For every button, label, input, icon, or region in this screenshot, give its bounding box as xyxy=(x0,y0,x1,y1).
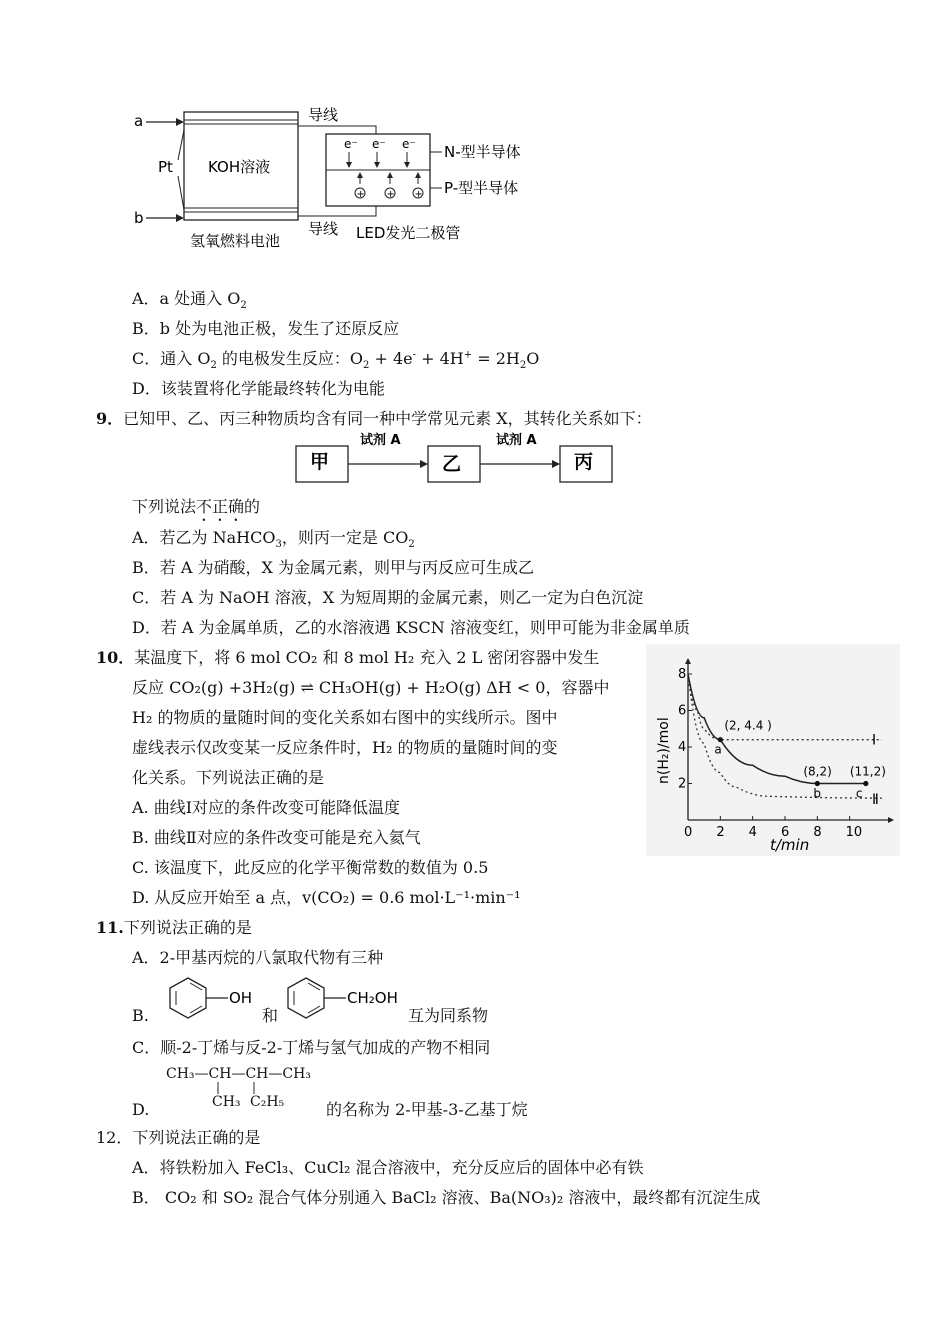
q10-option-d: D. 从反应开始至 a 点，v(CO₂) = 0.6 mol·L⁻¹·min⁻¹ xyxy=(132,888,521,907)
y-axis-arrow xyxy=(685,658,691,664)
q10-option-b: B. 曲线Ⅱ对应的条件改变可能是充入氦气 xyxy=(132,828,421,847)
wire-bottom-label: 导线 xyxy=(308,220,339,238)
q11-option-c: C．顺-2-丁烯与反-2-丁烯与氢气加成的产物不相同 xyxy=(132,1038,491,1057)
q11-d-row1: CH₃—CH—CH—CH₃ xyxy=(166,1066,311,1082)
x-tick-label: 8 xyxy=(813,825,822,840)
annotation-label: (2, 4.4 ) xyxy=(724,718,772,733)
q10-line-2: 反应 CO₂(g) +3H₂(g) ⇌ CH₃OH(g) + H₂O(g) ΔH < 0，容器中 xyxy=(132,678,610,697)
data-point xyxy=(718,737,723,742)
svg-text:+: + xyxy=(386,189,395,200)
annotation-label: a xyxy=(714,742,722,757)
fuel-cell-led-diagram xyxy=(128,100,548,255)
y-axis-label: n(H₂)/mol xyxy=(656,717,672,784)
box-jia: 甲 xyxy=(310,451,330,473)
q12-option-a: A．将铁粉加入 FeCl₃、CuCl₂ 混合溶液中，充分反应后的固体中必有铁 xyxy=(132,1158,644,1177)
data-point xyxy=(863,781,868,786)
q12-stem: 12．下列说法正确的是 xyxy=(96,1128,261,1147)
q11-d-bonds xyxy=(166,1080,326,1096)
q11-option-b-label: B. xyxy=(132,1006,149,1025)
svg-text:+: + xyxy=(414,189,423,200)
y-tick-label: 8 xyxy=(678,667,687,682)
q11-d-row2a: CH₃ xyxy=(212,1094,241,1110)
series-line-solid xyxy=(688,674,866,784)
reagent-label-1: 试剂 A xyxy=(360,433,401,448)
q10-option-a: A. 曲线Ⅰ对应的条件改变可能降低温度 xyxy=(132,798,401,817)
q11-option-a: A．2-甲基丙烷的八氯取代物有三种 xyxy=(132,948,384,967)
x-tick-label: 0 xyxy=(684,825,693,840)
series-line-II xyxy=(688,674,882,798)
q11-stem: 11.下列说法正确的是 xyxy=(96,918,252,937)
q9-ask: 下列说法不正确的 xyxy=(132,497,261,516)
box-yi: 乙 xyxy=(442,453,462,475)
q10-line-4: 虚线表示仅改变某一反应条件时，H₂ 的物质的量随时间的变 xyxy=(132,738,558,757)
reagent-label-2: 试剂 A xyxy=(496,433,537,448)
q11-b-tail: 互为同系物 xyxy=(408,1006,489,1025)
svg-text:e⁻: e⁻ xyxy=(402,137,416,151)
series-label-II: Ⅱ xyxy=(872,792,879,809)
led-label: LED发光二极管 xyxy=(356,224,461,242)
wire-top-label: 导线 xyxy=(308,106,339,124)
q8-option-b: B．b 处为电池正极，发生了还原反应 xyxy=(132,319,400,338)
q10-line-5: 化关系。下列说法正确的是 xyxy=(132,768,325,787)
x-tick-label: 6 xyxy=(781,825,790,840)
y-tick-label: 6 xyxy=(678,703,687,719)
p-type-label: P-型半导体 xyxy=(444,179,519,197)
benzyl-alcohol-structure xyxy=(280,974,410,1024)
q9-option-a: A．若乙为 NaHCO$_3$，则丙一定是 $CO_2$ xyxy=(132,528,415,551)
q11-d-tail: 的名称为 2-甲基-3-乙基丁烷 xyxy=(326,1100,528,1119)
series-label-I: Ⅰ xyxy=(872,732,877,749)
q10-line-3: H₂ 的物质的量随时间的变化关系如右图中的实线所示。图中 xyxy=(132,708,558,727)
x-tick-label: 10 xyxy=(845,825,863,840)
series-line-I xyxy=(688,674,882,740)
y-tick-label: 2 xyxy=(678,776,687,792)
box-bing: 丙 xyxy=(574,451,594,473)
q9-stem: 9．已知甲、乙、丙三种物质均含有同一种中学常见元素 X，其转化关系如下： xyxy=(96,409,652,428)
label-pt: Pt xyxy=(158,158,173,176)
x-tick-label: 4 xyxy=(748,825,757,840)
electron-arrows xyxy=(344,137,416,168)
x-axis-label: t/min xyxy=(770,836,810,854)
h2-time-chart xyxy=(646,644,900,856)
q9-flow-diagram xyxy=(290,430,620,488)
q8-option-a: A．a 处通入 $O_2$ xyxy=(132,289,247,312)
q12-option-b: B． CO₂ 和 SO₂ 混合气体分别通入 BaCl₂ 溶液、Ba(NO₃)₂ 溶液中，最终都有沉淀生成 xyxy=(132,1188,761,1207)
annotation-label: (8,2) xyxy=(803,764,832,779)
q11-d-row2b: C₂H₅ xyxy=(250,1094,285,1110)
fuel-cell-label: 氢氧燃料电池 xyxy=(190,232,281,250)
q9-option-d: D．若 A 为金属单质，乙的水溶液遇 KSCN 溶液变红，则甲可能为非金属单质 xyxy=(132,618,690,637)
svg-text:+: + xyxy=(356,189,365,200)
annotation-label: b xyxy=(813,786,821,801)
n-type-label: N-型半导体 xyxy=(444,143,521,161)
q10-line-1: 10．某温度下，将 6 mol CO₂ 和 8 mol H₂ 充入 2 L 密闭容器中发生 xyxy=(96,648,600,667)
q11-b-and: 和 xyxy=(262,1006,279,1025)
q11-option-d-label: D. xyxy=(132,1100,150,1119)
koh-label: KOH溶液 xyxy=(208,158,271,176)
annotation-label: c xyxy=(855,786,863,801)
q8-option-d: D．该装置将化学能最终转化为电能 xyxy=(132,379,385,398)
oh-label: OH xyxy=(229,989,253,1007)
x-axis-arrow xyxy=(888,817,894,823)
q9-option-c: C．若 A 为 NaOH 溶液，X 为短周期的金属元素，则乙一定为白色沉淀 xyxy=(132,588,644,607)
q10-option-c: C. 该温度下，此反应的化学平衡常数的数值为 0.5 xyxy=(132,858,489,877)
annotation-label: (11,2) xyxy=(849,764,886,779)
x-tick-label: 2 xyxy=(716,825,725,840)
phenol-structure xyxy=(162,974,262,1024)
hole-arrows xyxy=(355,172,423,200)
label-a: a xyxy=(134,112,144,130)
svg-text:e⁻: e⁻ xyxy=(372,137,386,151)
data-point xyxy=(815,781,820,786)
ch2oh-label: CH₂OH xyxy=(347,989,398,1007)
svg-text:e⁻: e⁻ xyxy=(344,137,358,151)
y-tick-label: 4 xyxy=(678,740,687,755)
q8-option-c: C．通入 $O_2$ 的电极发生反应：$O_2 + 4e^- + 4H^+ = 2H_2O$ xyxy=(132,349,540,372)
q9-option-b: B．若 A 为硝酸，X 为金属元素，则甲与丙反应可生成乙 xyxy=(132,558,534,577)
label-b: b xyxy=(134,209,144,227)
